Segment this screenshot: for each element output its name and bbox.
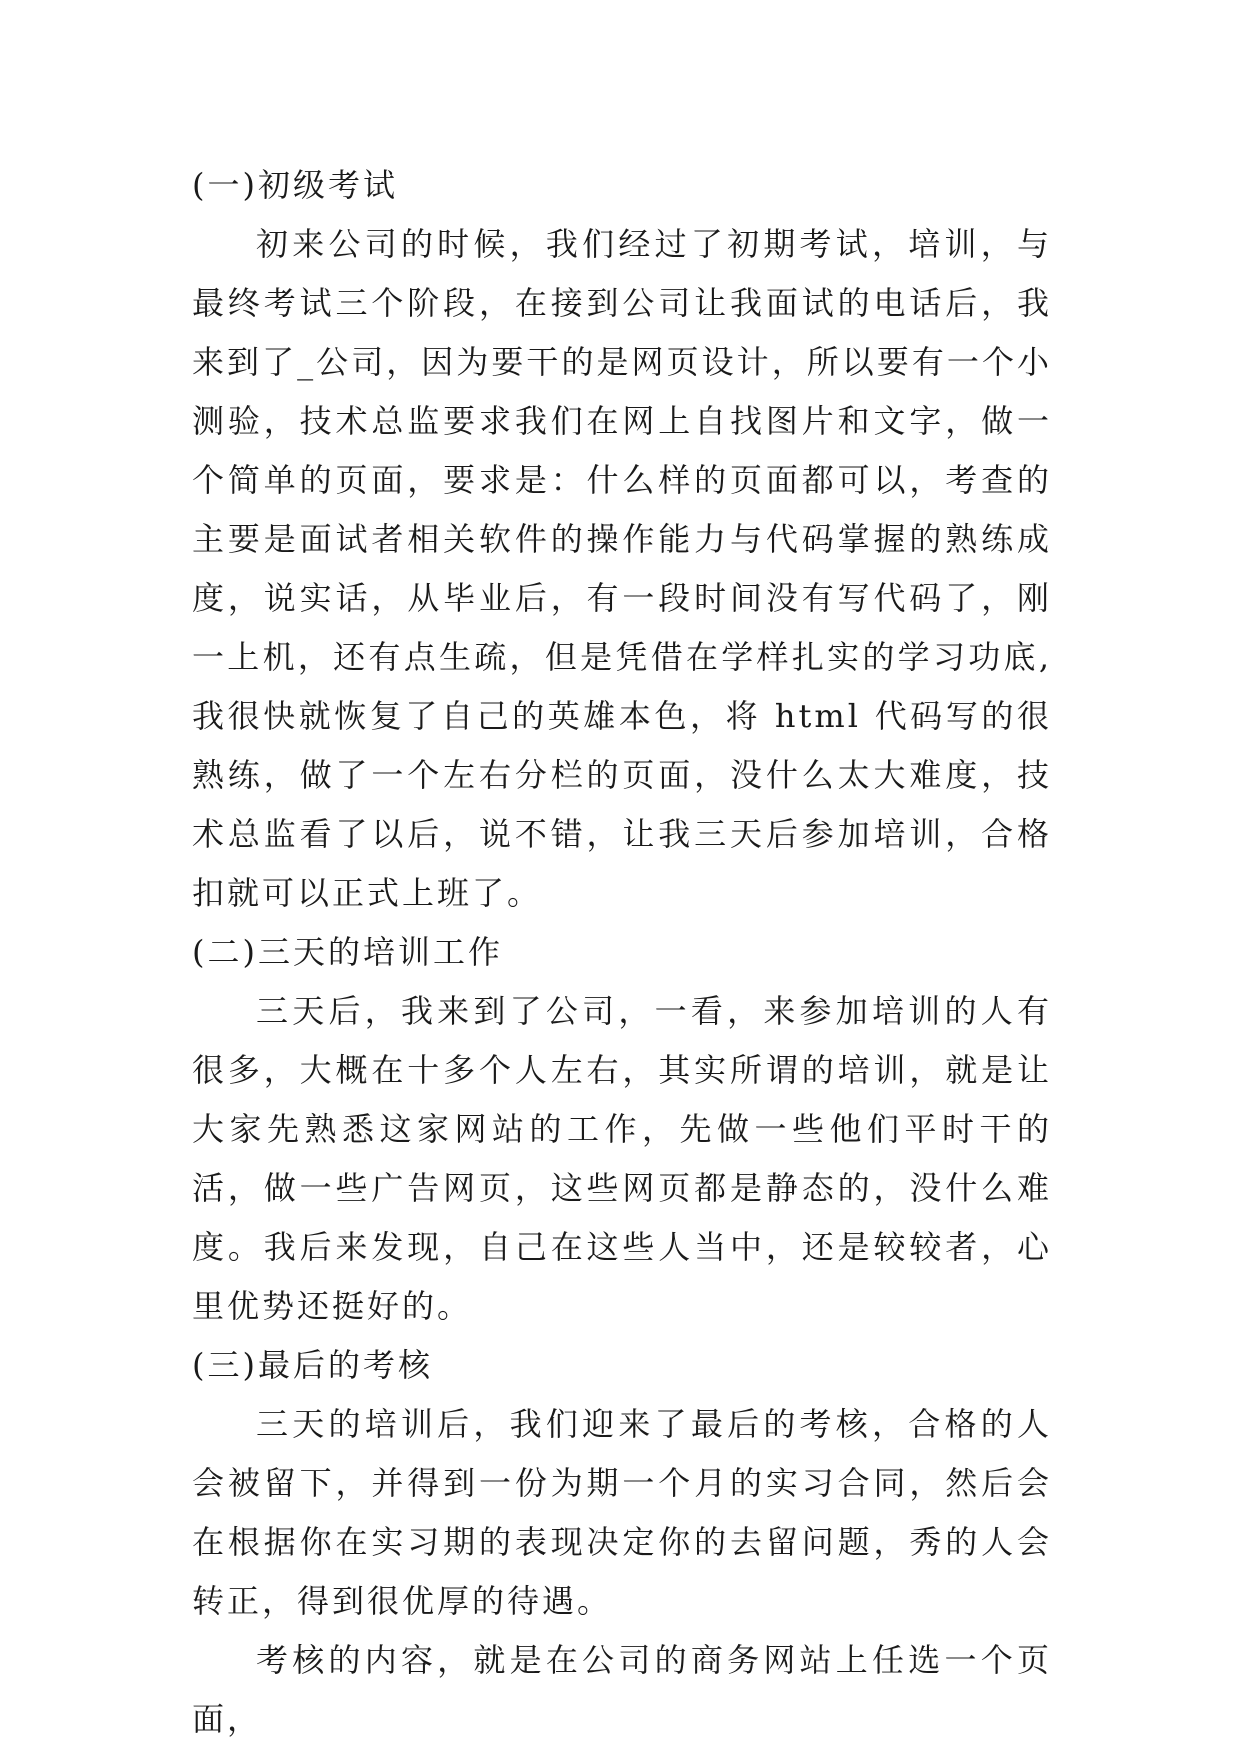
paragraph-3: 三天的培训后，我们迎来了最后的考核，合格的人会被留下，并得到一份为期一个月的实习合同，然后会在根据你在实习期的表现决定你的去留问题，秀的人会转正，得到很优厚的待遇。	[192, 1405, 1052, 1620]
section-heading-2: (二)三天的培训工作	[192, 933, 503, 971]
section-heading-3: (三)最后的考核	[192, 1346, 433, 1384]
paragraph-2: 三天后，我来到了公司，一看，来参加培训的人有很多，大概在十多个人左右，其实所谓的培训，就是让大家先熟悉这家网站的工作，先做一些他们平时干的活，做一些广告网页，这些网页都是静态的，没什么难度。我后来发现，自己在这些人当中，还是较较者，心里优势还挺好的。	[192, 992, 1052, 1325]
section-heading-1: (一)初级考试	[192, 166, 398, 204]
document-body	[192, 156, 1052, 1749]
paragraph-4: 考核的内容，就是在公司的商务网站上任选一个页面，	[192, 1641, 1052, 1738]
paragraph-1: 初来公司的时候，我们经过了初期考试，培训，与最终考试三个阶段，在接到公司让我面试的电话后，我来到了_公司，因为要干的是网页设计，所以要有一个小测验，技术总监要求我们在网上自找图片和文字，做一个简单的页面，要求是：什么样的页面都可以，考查的主要是面试者相关软件的操作能力与代码掌握的熟练成度，说实话，从毕业后，有一段时间没有写代码了，刚一上机，还有点生疏，但是凭借在学样扎实的学习功底,我很快就恢复了自己的英雄本色，将 html 代码写的很熟练，做了一个左右分栏的页面，没什么太大难度，技术总监看了以后，说不错，让我三天后参加培训，合格扣就可以正式上班了。	[192, 225, 1052, 912]
